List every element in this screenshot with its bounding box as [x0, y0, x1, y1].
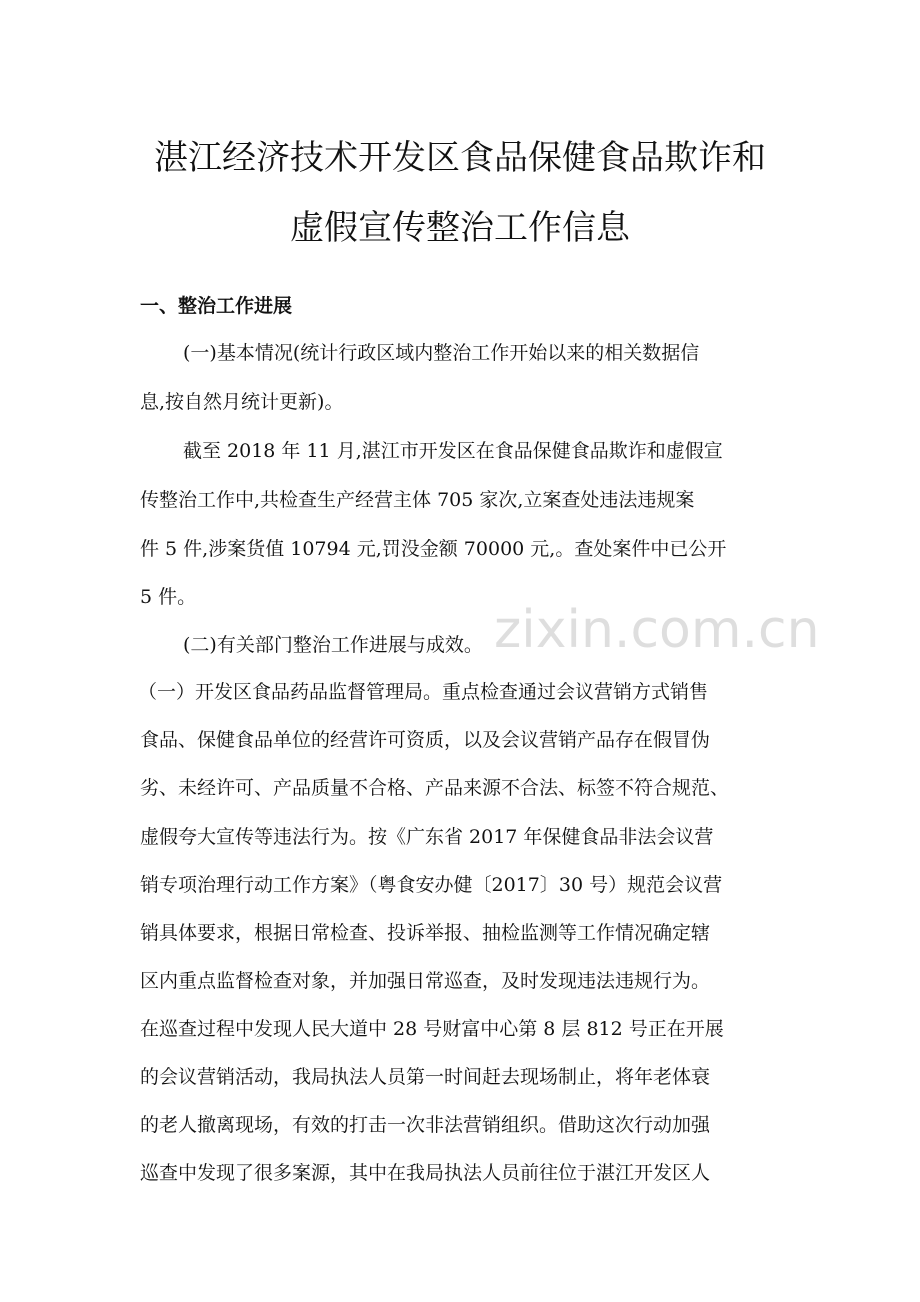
paragraph-line: 件 5 件,涉案货值 10794 元,罚没金额 70000 元,。查处案件中已公开	[140, 538, 727, 560]
paragraph-line: 销具体要求，根据日常检查、投诉举报、抽检监测等工作情况确定辖	[140, 922, 711, 944]
paragraph-line: （一）开发区食品药品监督管理局。重点检查通过会议营销方式销售	[138, 681, 709, 703]
watermark: zixin.com.cn	[494, 600, 820, 660]
paragraph-line: 劣、未经许可、产品质量不合格、产品来源不合法、标签不符合规范、	[140, 777, 730, 799]
paragraph-line: 在巡查过程中发现人民大道中 28 号财富中心第 8 层 812 号正在开展	[140, 1018, 724, 1040]
paragraph-line: (一)基本情况(统计行政区域内整治工作开始以来的相关数据信	[183, 342, 700, 364]
paragraph-line: 的会议营销活动，我局执法人员第一时间赶去现场制止，将年老体衰	[140, 1066, 711, 1088]
section-heading: 一、整治工作进展	[140, 295, 293, 317]
paragraph-line: 区内重点监督检查对象，并加强日常巡查，及时发现违法违规行为。	[140, 970, 711, 992]
paragraph-line: 巡查中发现了很多案源，其中在我局执法人员前往位于湛江开发区人	[140, 1162, 711, 1184]
paragraph-line: 截至 2018 年 11 月,湛江市开发区在食品保健食品欺诈和虚假宣	[183, 440, 723, 462]
paragraph-line: 销专项治理行动工作方案》（粤食安办健〔2017〕30 号）规范会议营	[140, 874, 723, 896]
paragraph-line: 食品、保健食品单位的经营许可资质，以及会议营销产品存在假冒伪	[140, 729, 711, 751]
paragraph-line: 传整治工作中,共检查生产经营主体 705 家次,立案查处违法违规案	[140, 489, 695, 511]
document-title-line-2: 虚假宣传整治工作信息	[290, 208, 630, 248]
paragraph-line: (二)有关部门整治工作进展与成效。	[183, 634, 483, 656]
paragraph-line: 5 件。	[140, 586, 197, 608]
paragraph-line: 息,按自然月统计更新)。	[140, 391, 344, 413]
paragraph-line: 的老人撤离现场，有效的打击一次非法营销组织。借助这次行动加强	[140, 1114, 711, 1136]
paragraph-line: 虚假夸大宣传等违法行为。按《广东省 2017 年保健食品非法会议营	[140, 826, 714, 848]
document-title-line-1: 湛江经济技术开发区食品保健食品欺诈和	[154, 138, 766, 178]
